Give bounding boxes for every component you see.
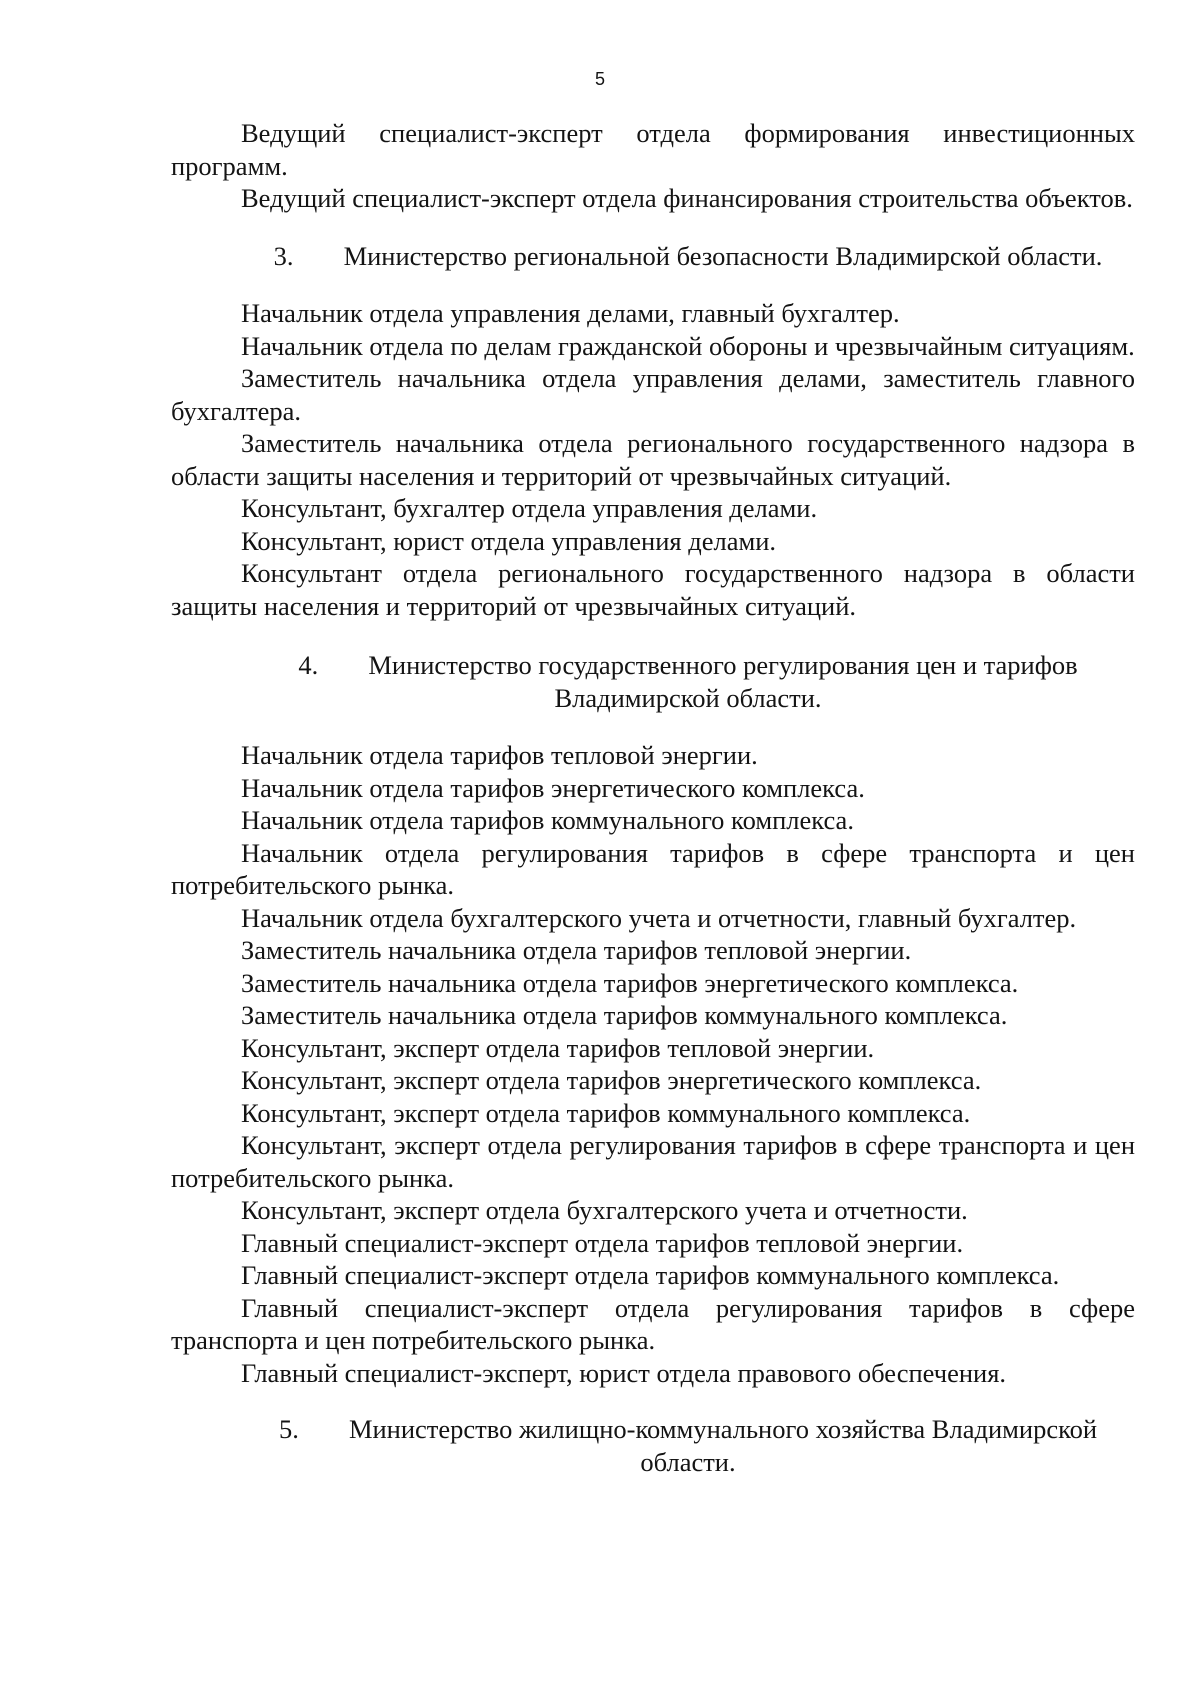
section-heading [171,1413,1135,1478]
document-body [171,117,1135,1503]
section-title: Министерство региональной безопасности Владимирской области. [343,240,1103,271]
list-item: Консультант, эксперт отдела тарифов коммунального комплекса. [241,1097,971,1128]
list-item: Заместитель начальника отдела тарифов тепловой энергии. [241,935,912,965]
section-number: 5. [278,1414,299,1444]
section-title: Министерство государственного регулирования цен и тарифов Владимирской области. [368,650,1078,713]
list-item: Начальник отдела управления делами, главный бухгалтер. [241,298,900,328]
section-title: Министерство жилищно-коммунального хозяйства Владимирской области. [348,1414,1098,1477]
list-item: Главный специалист-эксперт, юрист отдела правового обеспечения. [241,1357,1007,1388]
section-number: 4. [298,650,319,680]
page-number: 5 [594,69,605,89]
list-item: Главный специалист-эксперт отдела тарифов тепловой энергии. [241,1227,964,1258]
list-item: Начальник отдела тарифов коммунального комплекса. [241,805,854,835]
section-heading [171,649,1135,714]
list-item: Консультант, эксперт отдела бухгалтерского учета и отчетности. [241,1195,968,1225]
list-item: Консультант, бухгалтер отдела управления делами. [241,493,818,523]
list-item: Заместитель начальника отдела тарифов энергетического комплекса. [241,967,1019,998]
list-item: Начальник отдела бухгалтерского учета и отчетности, главный бухгалтер. [241,902,1077,933]
list-item: Консультант, юрист отдела управления делами. [241,525,777,556]
list-item: Консультант, эксперт отдела тарифов тепловой энергии. [241,1032,875,1063]
list-item: Начальник отдела тарифов энергетического комплекса. [241,772,865,803]
section-heading [171,240,1135,273]
list-item: Начальник отдела по делам гражданской обороны и чрезвычайным ситуациям. [241,330,1135,361]
list-item: Главный специалист-эксперт отдела тарифов коммунального комплекса. [241,1260,1060,1290]
list-item: Консультант отдела регионального государственного надзора в области защиты населения и территорий от чрезвычайных ситуаций. [171,558,1135,621]
section-number: 3. [273,240,294,271]
list-item: Заместитель начальника отдела тарифов коммунального комплекса. [241,1000,1008,1030]
list-item: Консультант, эксперт отдела регулирования тарифов в сфере транспорта и цен потребительского рынка. [171,1130,1135,1193]
list-item: Заместитель начальника отдела регионального государственного надзора в области защиты населения и территорий от чрезвычайных ситуаций. [171,428,1135,491]
list-item: Начальник отдела регулирования тарифов в сфере транспорта и цен потребительского рынка. [171,837,1135,900]
list-item: Консультант, эксперт отдела тарифов энергетического комплекса. [241,1065,982,1095]
list-item: Главный специалист-эксперт отдела регулирования тарифов в сфере транспорта и цен потребительского рынка. [171,1292,1135,1355]
list-item: Начальник отдела тарифов тепловой энергии. [241,740,758,770]
paragraph: Ведущий специалист-эксперт отдела формирования инвестиционных программ. [171,118,1135,181]
list-item: Заместитель начальника отдела управления делами, заместитель главного бухгалтера. [171,363,1135,426]
paragraph: Ведущий специалист-эксперт отдела финансирования строительства объектов. [241,183,1133,213]
